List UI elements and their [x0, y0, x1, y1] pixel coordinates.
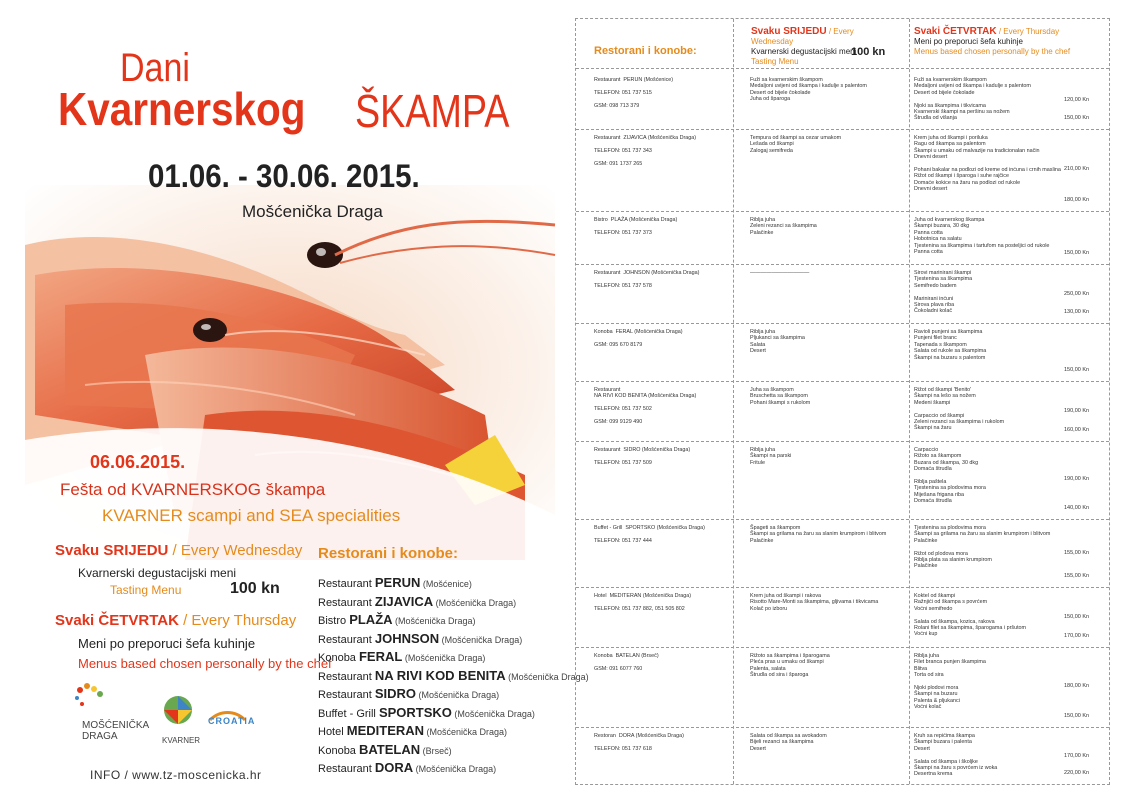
cell-price: 170,00 Kn [1064, 633, 1090, 639]
row-divider [576, 323, 1109, 324]
cell-wednesday: Salata od škampa sa avokadom Bijeli rezanci sa škampima Desert [750, 733, 827, 752]
cell-thursday: Riblja juha Filet branca punjen škampima Blitva Torta od sira Njoki plodovi mora Škampi na buzaru Palenta & pljukanci Voćni kolač [914, 653, 986, 711]
th-wed-head: Svaku SRIJEDU [751, 26, 827, 37]
logo-moscenicka [82, 720, 149, 742]
cell-wednesday: Rižoto sa škampima i šparogama Pleća pras u umaku od škampi Palenta, salata Štrudla od sira i šparoga [750, 653, 830, 679]
cell-price: 150,00 Kn [1064, 713, 1090, 719]
thursday-sub: / Every Thursday [178, 612, 297, 629]
row-divider [576, 211, 1109, 212]
cell-price: 150,00 Kn [1064, 367, 1090, 373]
cell-restaurant: Restaurant PERUN (Mošćenice) TELEFON: 051 737 515 GSM: 098 713 379 [594, 77, 674, 109]
thursday-heading [55, 612, 296, 629]
cell-restaurant: Restaurant ZIJAVICA (Mošćenička Draga) TELEFON: 051 737 343 GSM: 091 1737 265 [594, 135, 697, 167]
cell-wednesday: Riblja juha Škampi na parski Fritule [750, 447, 792, 466]
restaurant-location: (Mošćenička Draga) [392, 616, 476, 626]
restaurant-location: (Mošćenička Draga) [433, 597, 517, 608]
restaurant-location: (Brseč) [420, 745, 452, 756]
th-thu-line2: Menus based chosen personally by the chef [914, 47, 1071, 56]
restaurant-item [318, 686, 499, 701]
cell-price: 130,00 Kn [1064, 309, 1090, 315]
title-line-1: Dani [120, 46, 190, 90]
restaurant-name: DORA [374, 760, 414, 775]
restaurant-location: (Mošćenička Draga) [505, 671, 589, 682]
row-divider [576, 441, 1109, 442]
restaurant-item [318, 649, 485, 664]
restaurant-item [318, 594, 516, 609]
table-header-thursday [914, 27, 1104, 57]
row-divider [576, 129, 1109, 130]
cell-price: 155,00 Kn [1064, 550, 1090, 556]
restaurant-item [318, 742, 452, 757]
cell-price: 160,00 Kn [1064, 427, 1090, 433]
cell-wednesday: Riblja juha Pljukanci sa škampima Salata Desert [750, 329, 805, 355]
row-divider [576, 264, 1109, 265]
scampi-photo [25, 185, 555, 560]
restaurant-item [318, 575, 472, 590]
th-wed-line2: Tasting Menu [751, 57, 799, 66]
restaurant-name: JOHNSON [374, 630, 440, 646]
restaurant-location: (Mošćenice) [420, 579, 472, 589]
restaurant-location: (Mošćenička Draga) [424, 727, 508, 737]
row-divider [576, 647, 1109, 648]
cell-wednesday: Tempura od škampi sa cezar umakom Lešada od škampi Zalogaj semifreda [750, 135, 842, 154]
restaurant-type: Restaurant [318, 670, 375, 683]
restaurant-type: Bistro [318, 615, 350, 627]
cell-price: 210,00 Kn [1064, 166, 1090, 172]
restaurant-type: Buffet - Grill [318, 707, 379, 720]
cell-restaurant: Restaurant SIDRO (Mošćenička Draga) TELEFON: 051 737 509 [594, 447, 691, 466]
restaurant-location: (Mošćenička Draga) [439, 634, 523, 645]
cell-restaurant: Restaurant JOHNSON (Mošćenička Draga) TELEFON: 051 737 578 [594, 270, 700, 289]
cell-thursday: Krem juha od škampi i poriluka Ragu od škampa sa palentom Škampi u umaku od malvazije na tradicionalan način Dnevni desert Pohani bakalar na podlozi od kreme od inćuna i crnih maslina Rižot od škampi i šparoga i suhe rajčice Domaće kokice na žaru na podlozi od rukole Dnevni desert [914, 135, 1061, 193]
restaurant-type: Konoba [318, 652, 359, 664]
cell-price: 170,00 Kn [1064, 753, 1090, 759]
restaurant-name: MEDITERAN [346, 723, 425, 738]
wednesday-line-2: Tasting Menu [110, 583, 182, 597]
row-divider [576, 381, 1109, 382]
cell-price: 180,00 Kn [1064, 197, 1090, 203]
cell-restaurant: Konoba FERAL (Mošćenička Draga) GSM: 095 670 8179 [594, 329, 683, 348]
cell-thursday: Ravioli punjeni sa škampima Punjeni filet branc Tapenada s škampom Salata od rukole sa škampima Škampi na buzaru s palentom [914, 329, 987, 361]
logo-text-2: DRAGA [82, 731, 118, 742]
restaurant-item [318, 668, 589, 683]
festival-date: 06.06.2015. [90, 452, 186, 472]
cell-wednesday: Krem juha od škampi i rakova Risotto Mare-Monti sa škampima, gljivama i tikvicama Kolač po izboru [750, 593, 879, 612]
festival-line-1: Fešta od KVARNERSKOG škampa [60, 480, 326, 499]
info-url: INFO / www.tz-moscenicka.hr [90, 768, 262, 782]
col-divider-2 [909, 19, 910, 784]
title-line-3: ŠKAMPA [355, 85, 510, 137]
cell-wednesday: Riblja juha Zeleni rezanci sa škampima Palačinke [750, 217, 817, 236]
restaurant-name: PLAŽA [349, 612, 393, 627]
th-thu-line1: Meni po preporuci šefa kuhinje [914, 37, 1023, 46]
cell-thursday: Rižot od škampi 'Benito' Škampi na lešo sa nožem Medeni škampi Carpaccio od škampi Zeleni rezanci sa škampima i rukolom Škampi na žaru [914, 387, 1005, 432]
restaurant-type: Restaurant [318, 596, 375, 609]
restaurants-heading: Restorani i konobe: [318, 545, 459, 562]
restaurant-location: (Mošćenička Draga) [402, 653, 486, 663]
cell-restaurant: Konoba BATELAN (Brseč) GSM: 091 6077 760 [594, 653, 659, 672]
menu-table [575, 18, 1110, 785]
cell-thursday: Carpaccio Rižoto sa škampom Buzara od škampa, 30 dkg Domaća štrudla Riblja paštela Tjestenina sa plodovima mora Miješana frigana riba Domaća štrudla [914, 447, 986, 505]
logo-croatia: CROATIA [208, 716, 256, 726]
restaurant-name: BATELAN [358, 741, 421, 757]
cell-wednesday: Špageti sa škampom Škampi sa grilama na žaru sa slanim krumpirom i blitvom Palačinke [750, 525, 887, 544]
cell-thursday: Sirovi marinirani škampi Tjestenina sa škampima Semifredo badem Marinirani inćuni Sirova plava riba Čokoladni kolač [914, 270, 973, 315]
th-wed-price: 100 kn [851, 46, 886, 58]
restaurant-type: Restaurant [318, 633, 375, 646]
cell-thursday: Juha od kvarnerskog škampa Škampi buzara, 30 dkg Panna cotta Hobotnica na salatu Tjestenina sa škampima i tartufom na posteljici od rukole Panna cotta [914, 217, 1050, 256]
restaurant-name: SPORTSKO [378, 704, 452, 720]
row-divider [576, 519, 1109, 520]
logos [70, 680, 270, 760]
restaurant-item [318, 705, 535, 720]
restaurant-location: (Mošćenička Draga) [416, 690, 500, 700]
cell-price: 250,00 Kn [1064, 291, 1090, 297]
wednesday-line-1: Kvarnerski degustacijski meni [78, 566, 237, 580]
wednesday-price: 100 kn [230, 580, 280, 597]
restaurant-name: SIDRO [374, 686, 417, 701]
cell-restaurant: Hotel MEDITERAN (Mošćenička Draga) TELEFON: 051 737 882, 051 505 802 [594, 593, 692, 612]
row-divider [576, 727, 1109, 728]
logo-text-1: MOŠĆENIČKA [82, 720, 150, 731]
restaurant-name: NA RIVI KOD BENITA [374, 667, 506, 683]
cell-price: 180,00 Kn [1064, 683, 1090, 689]
restaurant-item [318, 723, 507, 738]
cell-restaurant: Restaurant NA RIVI KOD BENITA (Mošćenička Draga) TELEFON: 051 737 502 GSM: 099 9129 490 [594, 387, 697, 426]
restaurant-item [318, 760, 496, 775]
restaurant-name: PERUN [374, 575, 421, 590]
thursday-head: Svaki ČETVRTAK [55, 612, 179, 629]
cell-restaurant: Restoran DORA (Mošćenička Draga) TELEFON: 051 737 618 [594, 733, 684, 752]
wednesday-heading [55, 542, 302, 559]
cell-wednesday: Juha sa škampom Bruschetta sa škampom Pohani škampi s rukolom [750, 387, 811, 406]
cell-price: 220,00 Kn [1064, 770, 1090, 776]
restaurant-item [318, 612, 476, 627]
cell-price: 155,00 Kn [1064, 573, 1090, 579]
cell-price: 190,00 Kn [1064, 408, 1090, 414]
event-place: Mošćenička Draga [242, 202, 383, 221]
table-header-restaurants: Restorani i konobe: [594, 45, 697, 57]
wednesday-head: Svaku SRIJEDU [55, 542, 169, 559]
cell-wednesday: Fuži sa kvarnerskim škampom Medaljoni uvijeni od škampa i kadulje s palentom Desert od bijele čokolade Juha od šparoga [750, 77, 867, 103]
cell-price: 150,00 Kn [1064, 614, 1090, 620]
cell-wednesday: ——————————— [750, 270, 810, 276]
cell-price: 150,00 Kn [1064, 115, 1090, 121]
th-thu-sub: / Every Thursday [996, 27, 1060, 36]
restaurant-location: (Mošćenička Draga) [451, 708, 535, 719]
cell-thursday: Tjestenina sa plodovima mora Škampi sa grilama na žaru sa slanim krumpirom i blitvom Palačinke Rižot od plodova mora Riblja plata sa slanim krumpirom Palačinke [914, 525, 1051, 570]
cell-thursday: Koktel od škampi Ražnjići od škampa s povrćem Voćni semifredo Salata od škampa, kozica, rakova Rolani filet sa škampima, šparogama i pršutom Voćni kup [914, 593, 1027, 638]
table-header [576, 19, 1109, 69]
cell-thursday: Fuži sa kvarnerskim škampom Medaljoni uvijeni od škampa i kadulje s palentom Desert od bijele čokolade Njoki sa škampima i tikvicama Kvarnerski škampi na peršinu sa nožem Štrudla od višanja [914, 77, 1031, 122]
restaurant-type: Restaurant [318, 689, 375, 701]
th-wed-sub: / Every Wednesday [751, 27, 854, 46]
cell-thursday: Kruh sa repićima škampa Škampi buzara i palenta Desert Salata od škampa i školjke Škampi na žaru s povrćem iz woka Desertna krema [914, 733, 998, 778]
th-thu-head: Svaki ČETVRTAK [914, 26, 997, 37]
restaurant-type: Restaurant [318, 578, 375, 590]
thursday-line-2: Menus based chosen personally by the chef [78, 656, 332, 671]
restaurant-location: (Mošćenička Draga) [413, 764, 497, 774]
restaurant-name: FERAL [358, 649, 403, 664]
logo-kvarner: KVARNER [162, 736, 201, 745]
wednesday-sub: / Every Wednesday [168, 542, 303, 559]
th-wed-line1: Kvarnerski degustacijski meni [751, 47, 857, 56]
event-dates: 01.06. - 30.06. 2015. [148, 158, 420, 194]
table-header-wednesday [751, 27, 891, 67]
title-block [0, 48, 565, 148]
cell-price: 140,00 Kn [1064, 505, 1090, 511]
cell-price: 190,00 Kn [1064, 476, 1090, 482]
col-divider-1 [733, 19, 734, 784]
cell-price: 120,00 Kn [1064, 97, 1090, 103]
restaurant-name: ZIJAVICA [374, 593, 434, 609]
restaurant-type: Hotel [318, 726, 347, 738]
restaurant-type: Restaurant [318, 763, 375, 775]
title-line-2: Kvarnerskog [58, 83, 306, 135]
restaurant-item [318, 631, 522, 646]
festival-line-2: KVARNER scampi and SEA specialities [102, 506, 401, 525]
thursday-line-1: Meni po preporuci šefa kuhinje [78, 636, 256, 651]
restaurant-type: Konoba [318, 744, 359, 757]
row-divider [576, 587, 1109, 588]
cell-restaurant: Bistro PLAŽA (Mošćenička Draga) TELEFON: 051 737 373 [594, 217, 678, 236]
cell-price: 150,00 Kn [1064, 250, 1090, 256]
cell-restaurant: Buffet - Grill SPORTSKO (Mošćenička Draga) TELEFON: 051 737 444 [594, 525, 705, 544]
